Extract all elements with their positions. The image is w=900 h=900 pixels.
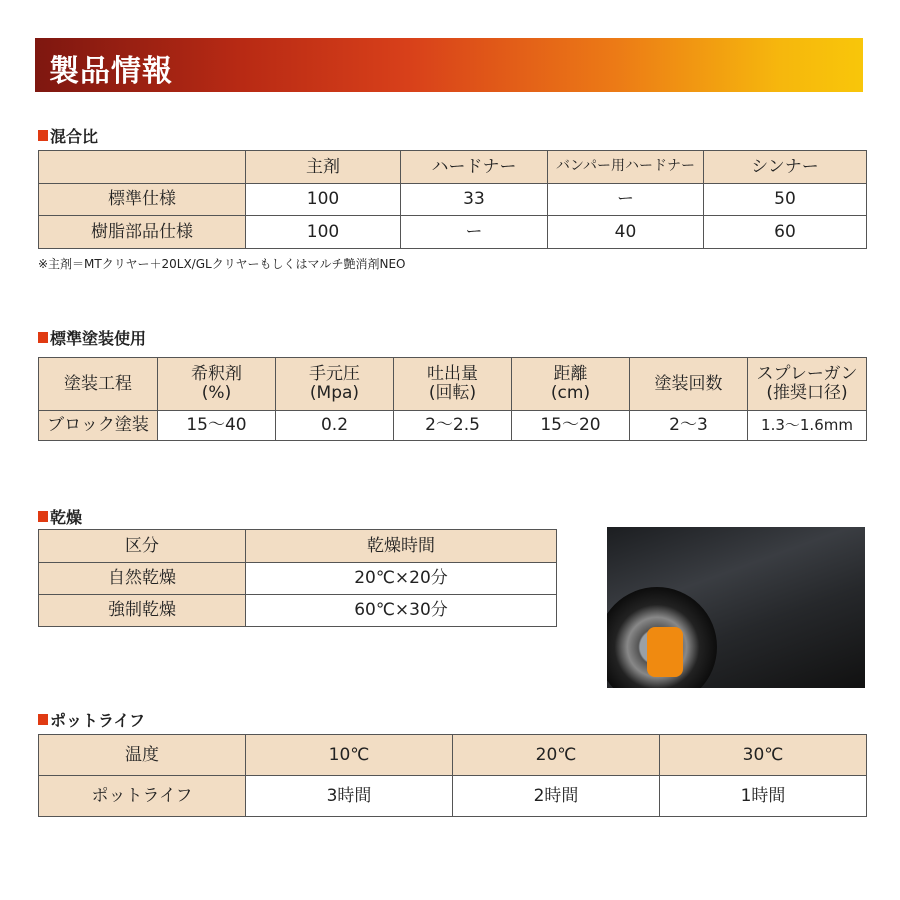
brake-caliper-image	[647, 627, 683, 677]
section-heading-paint: 標準塗装使用	[38, 326, 146, 349]
cell: 15〜20	[512, 411, 630, 441]
header-cell: 希釈剤 (%)	[158, 358, 276, 411]
header-cell: 30℃	[660, 735, 867, 776]
car-wheel-photo	[607, 527, 865, 688]
header-cell	[39, 151, 246, 184]
table-row	[39, 411, 867, 441]
square-bullet-icon	[38, 332, 48, 343]
cell: ー	[548, 184, 704, 216]
title-banner	[35, 38, 863, 92]
header-cell: 塗装工程	[39, 358, 158, 411]
row-label: 標準仕様	[39, 184, 246, 216]
header-cell: 乾燥時間	[246, 530, 557, 563]
row-label: ポットライフ	[39, 776, 246, 817]
header-cell: 20℃	[453, 735, 660, 776]
header-cell: バンパー用ハードナー	[548, 151, 704, 184]
table-header-row	[39, 358, 867, 411]
row-label: 樹脂部品仕様	[39, 216, 246, 249]
cell: 15〜40	[158, 411, 276, 441]
cell: 60℃×30分	[246, 595, 557, 627]
section-heading-dry: 乾燥	[38, 505, 82, 528]
header-cell: 塗装回数	[630, 358, 748, 411]
mix-note: ※主剤＝MTクリヤー＋20LX/GLクリヤーもしくはマルチ艶消剤NEO	[38, 257, 406, 271]
header-cell: 10℃	[246, 735, 453, 776]
header-cell: 距離 (cm)	[512, 358, 630, 411]
square-bullet-icon	[38, 511, 48, 522]
drying-table	[38, 529, 557, 627]
table-header-row	[39, 735, 867, 776]
paint-table	[38, 357, 867, 441]
header-cell: 温度	[39, 735, 246, 776]
cell: ー	[401, 216, 548, 249]
header-cell: 手元圧 (Mpa)	[276, 358, 394, 411]
section-heading-pot: ポットライフ	[38, 708, 145, 731]
header-cell: スプレーガン (推奨口径)	[748, 358, 867, 411]
row-label: ブロック塗装	[39, 411, 158, 441]
pot-life-table	[38, 734, 867, 817]
cell: 3時間	[246, 776, 453, 817]
header-cell: 主剤	[246, 151, 401, 184]
cell: 0.2	[276, 411, 394, 441]
section-heading-mix: 混合比	[38, 124, 98, 147]
table-row	[39, 216, 867, 249]
table-header-row	[39, 151, 867, 184]
row-label: 自然乾燥	[39, 563, 246, 595]
cell: 1時間	[660, 776, 867, 817]
row-label: 強制乾燥	[39, 595, 246, 627]
cell: 33	[401, 184, 548, 216]
table-row	[39, 563, 557, 595]
table-row	[39, 595, 557, 627]
header-cell: 吐出量 (回転)	[394, 358, 512, 411]
square-bullet-icon	[38, 714, 48, 725]
table-row	[39, 184, 867, 216]
table-header-row	[39, 530, 557, 563]
cell: 2時間	[453, 776, 660, 817]
cell: 2〜3	[630, 411, 748, 441]
cell: 1.3〜1.6mm	[748, 411, 867, 441]
cell: 20℃×20分	[246, 563, 557, 595]
cell: 40	[548, 216, 704, 249]
page-title: 製品情報	[49, 54, 173, 89]
header-cell: 区分	[39, 530, 246, 563]
header-cell: ハードナー	[401, 151, 548, 184]
cell: 100	[246, 216, 401, 249]
mix-ratio-table	[38, 150, 867, 249]
table-row	[39, 776, 867, 817]
cell: 100	[246, 184, 401, 216]
cell: 50	[704, 184, 867, 216]
header-cell: シンナー	[704, 151, 867, 184]
cell: 2〜2.5	[394, 411, 512, 441]
cell: 60	[704, 216, 867, 249]
square-bullet-icon	[38, 130, 48, 141]
